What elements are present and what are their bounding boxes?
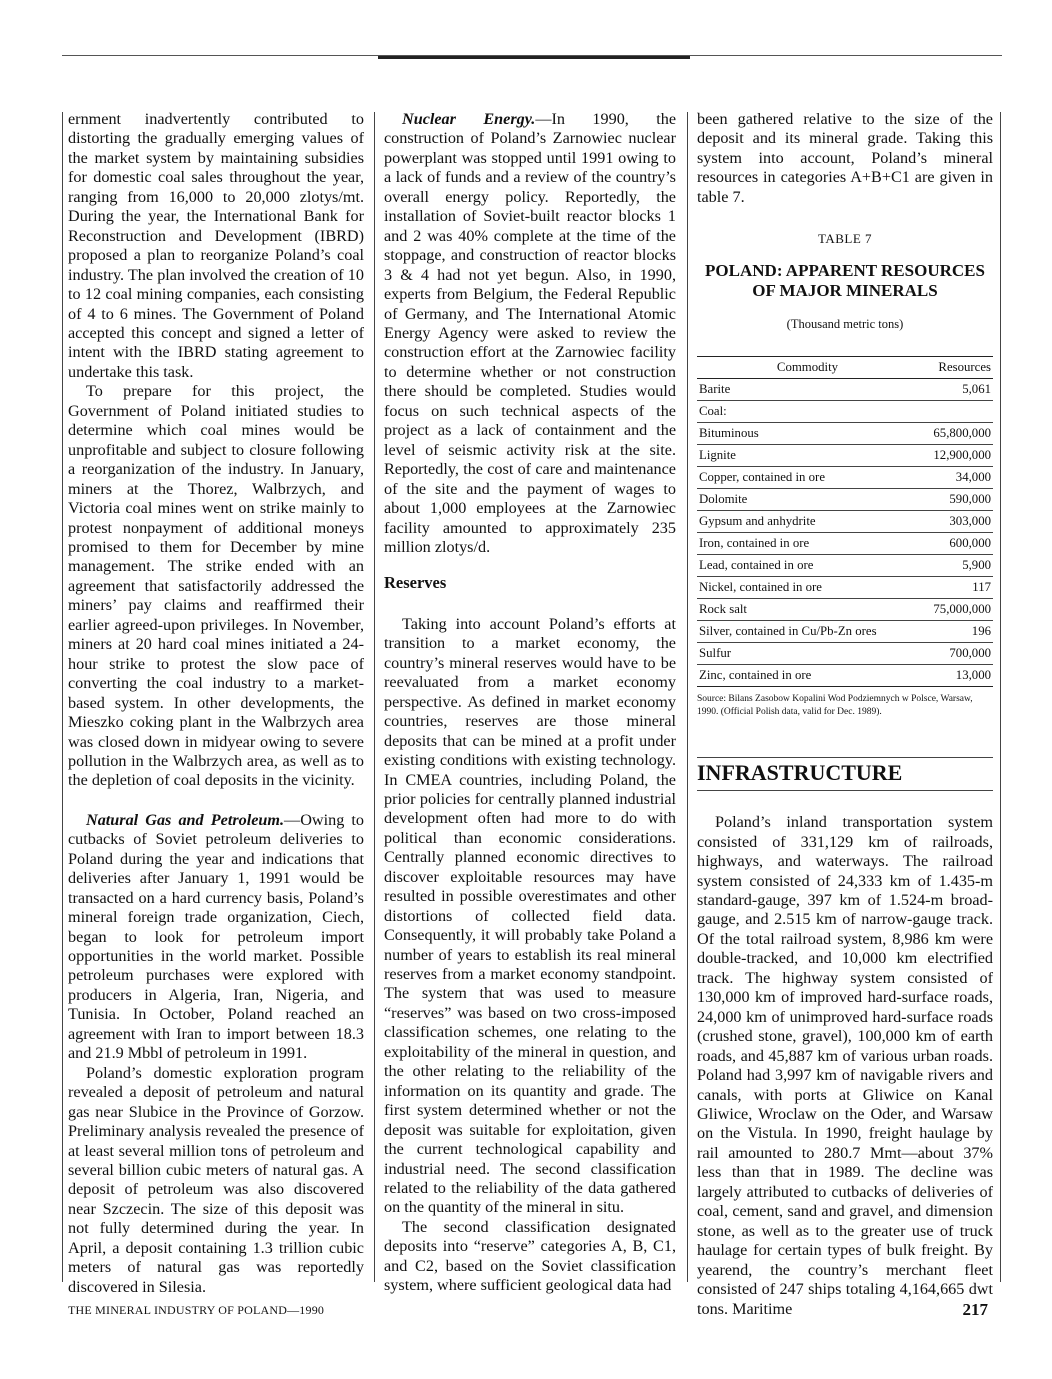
commodity-cell: Copper, contained in ore — [697, 467, 918, 489]
table-row — [697, 423, 993, 445]
table-row — [697, 555, 993, 577]
commodity-cell: Sulfur — [697, 643, 918, 665]
commodity-cell: Lead, contained in ore — [697, 555, 918, 577]
paragraph-body: —In 1990, the construction of Poland’s Zarnowiec nuclear powerplant was stopped until 1991 owing to a lack of funds and a review of the country’s overall energy policy. Reportedly, the installation of Soviet-built reactor blocks 1 and 2 was 40% complete at the time of the stoppage, and construction of reactor blocks 3 & 4 had not yet begun. Also, in 1990, experts from Belgium, the Federal Republic of Germany, and The International Atomic Energy Agency were asked to review the construction effort at the Zarnowiec facility to determine whether or not construction there should be completed. Studies would focus on such technical aspects of the project as a lack of containment and the level of seismic activity risk at the site. Reportedly, the cost of care and maintenance of the site and the payment of wages to about 1,000 employees at the Zarnowiec facility amounted to approximately 235 million zlotys/d. — [384, 110, 676, 556]
running-title: THE MINERAL INDUSTRY OF POLAND—1990 — [68, 1303, 325, 1317]
resources-cell: 590,000 — [918, 489, 993, 511]
table-row — [697, 643, 993, 665]
commodity-cell: Barite — [697, 379, 918, 401]
table-source: Source: Bilans Zasobow Kopalini Wod Podziemnych w Polsce, Warsaw, 1990. (Official Polish data, valid for Dec. 1989). — [697, 694, 973, 718]
resources-cell — [918, 401, 993, 423]
table-row — [697, 577, 993, 599]
column-header-commodity: Commodity — [697, 357, 918, 379]
paragraph: To prepare for this project, the Government of Poland initiated studies to determine which coal mines would be unprofitable and subject to closure following a reorganization of the industry. In January, miners at the Thorez, Walbrzych, and Victoria coal mines went on strike mainly to protest nonpayment of additional moneys promised to them for December by mine management. The strike ended with an agreement that satisfactorily addressed the miners’ pay claims and reaffirmed their earlier agreed-upon privileges. In November, miners at 20 hard coal mines initiated a 24-hour strike to protest the slow pace of converting the coal industry to a market-based system. In other developments, the Mieszko coking plant in the Walbrzych area was closed down in midyear owing to severe pollution in the Walbrzych area, as well as to the depletion of coal deposits in the vicinity. — [68, 382, 364, 790]
paragraph — [68, 811, 364, 1064]
commodity-cell: Rock salt — [697, 599, 918, 621]
paragraph: been gathered relative to the size of the deposit and its mineral grade. Taking this system into account, Poland’s mineral resources in categories A+B+C1 are given in table 7. — [697, 110, 993, 206]
table-row — [697, 467, 993, 489]
table-unit: (Thousand metric tons) — [786, 316, 904, 331]
commodity-cell: Bituminous — [697, 423, 918, 445]
run-in-heading: Nuclear Energy. — [402, 110, 536, 128]
column-header-resources: Resources — [918, 357, 993, 379]
resources-cell: 5,061 — [918, 379, 993, 401]
resources-cell: 13,000 — [918, 665, 993, 687]
column-rule-right — [1000, 112, 1001, 1282]
paragraph — [384, 110, 676, 557]
resources-cell: 65,800,000 — [918, 423, 993, 445]
commodity-cell: Dolomite — [697, 489, 918, 511]
table-number: TABLE 7 — [817, 231, 873, 247]
table-row — [697, 379, 993, 401]
column-rule-left — [62, 112, 63, 1282]
resources-cell: 75,000,000 — [918, 599, 993, 621]
column-rule-2 — [687, 112, 688, 1282]
commodity-cell: Iron, contained in ore — [697, 533, 918, 555]
paragraph: Taking into account Poland’s efforts at transition to a market economy, the country’s mineral reserves would have to be reevaluated from a market economy perspective. As defined in market economy countries, reserves are those mineral deposits that can be mined at a profit under existing conditions with existing technology. In CMEA countries, including Poland, the prior policies for centrally planned industrial development often had more to do with political than economic considerations. Centrally planned economic directives to discover exploitable resources may have resulted in possible overestimates and other distortions of collected field data. Consequently, it will probably take Poland a number of years to establish its real mineral reserves from a market economy standpoint. The system that was used to measure “reserves” was based on two cross-imposed classification schemes, one relating to the exploitability of the mineral in question, and the other relating to the reliability of the information on its quantity and grade. The first system determined whether or not the deposit was suitable for exploitation, given the current technological capability and industrial need. The second classification related to the reliability of the data gathered on the quantity of the mineral in situ. — [384, 614, 676, 1217]
resources-cell: 700,000 — [918, 643, 993, 665]
paragraph: Poland’s domestic exploration program revealed a deposit of petroleum and natural gas near Slubice in the Province of Gorzow. Preliminary analysis revealed the presence of at least several million tons of petroleum and several billion cubic meters of natural gas. A deposit of petroleum was also discovered near Szczecin. The size of this deposit was not fully determined during the year. In April, a deposit containing 1.3 trillion cubic meters of natural gas was reportedly discovered in Silesia. — [68, 1063, 364, 1296]
resources-cell: 5,900 — [918, 555, 993, 577]
table-row — [697, 533, 993, 555]
run-in-heading: Natural Gas and Petroleum. — [86, 810, 285, 829]
column-1 — [68, 110, 364, 1297]
section-heading-box — [697, 757, 993, 791]
table-row — [697, 511, 993, 533]
paragraph: The second classification designated deposits into “reserve” categories A, B, C1, and C2, based on the Soviet classification system, where sufficient geological data had — [384, 1217, 676, 1295]
table-row — [697, 621, 993, 643]
resources-cell: 600,000 — [918, 533, 993, 555]
column-rule-1 — [374, 112, 375, 1282]
resources-cell: 34,000 — [918, 467, 993, 489]
commodity-cell: Gypsum and anhydrite — [697, 511, 918, 533]
paragraph: ernment inadvertently contributed to distorting the gradually emerging values of the market system by maintaining subsidies for domestic coal sales throughout the year, ranging from 16,000 to 20,000 zlotys/mt. During the year, the International Bank for Reconstruction and Development (IBRD) proposed a plan to reorganize Poland’s coal industry. The plan involved the creation of 10 to 12 coal mining companies, each consisting of 4 to 6 mines. The Government of Poland accepted this concept and signed a letter of intent with the IBRD stating agreement to undertake this task. — [68, 110, 364, 381]
table-title: POLAND: APPARENT RESOURCES OF MAJOR MINERALS — [705, 260, 985, 300]
top-rule-bold — [378, 56, 690, 59]
resources-cell: 117 — [918, 577, 993, 599]
paragraph-body: —Owing to cutbacks of Soviet petroleum deliveries to Poland during the year and indications that deliveries after January 1, 1991 would be transacted on a hard currency basis, Poland’s mineral foreign trade organization, Ciech, began to look for petroleum import opportunities in the world market. Possible petroleum purchases were explored with producers in Algeria, Iran, Nigeria, and Tunisia. In October, Poland reached an agreement with Iran to import between 18.3 and 21.9 Mbbl of petroleum in 1991. — [68, 810, 364, 1063]
table-body — [697, 379, 993, 687]
resources-cell: 196 — [918, 621, 993, 643]
resources-table — [697, 356, 993, 687]
section-heading: Reserves — [384, 573, 447, 593]
table-row — [697, 489, 993, 511]
page-number: 217 — [962, 1300, 988, 1319]
table-row — [697, 445, 993, 467]
commodity-cell: Nickel, contained in ore — [697, 577, 918, 599]
resources-cell: 303,000 — [918, 511, 993, 533]
paragraph: Poland’s inland transportation system consisted of 331,129 km of railroads, highways, and waterways. The railroad system consisted of 24,333 km of 1.435-m standard-gauge, 397 km of 1.524-m broad-gauge, and 2.515 km of narrow-gauge track. Of the total railroad system, 8,986 km were double-tracked, and 10,000 km electrified track. The highway system consisted of 130,000 km of improved hard-surface roads, 24,000 km of unimproved hard-surface roads (crushed stone, gravel), 100,000 km of earth roads, and 45,887 km of various urban roads. Poland had 3,997 km of navigable rivers and canals, with ports at Gliwice on Kanal Gliwice, Wroclaw on the Oder, and Warsaw on the Vistula. In 1990, freight haulage by rail amounted to 280.7 Mmt—about 37% less than that in 1989. The decline was largely attributed to cutbacks of deliveries of coal, cement, sand and gravel, and dimension stone, as well as to the greater use of truck haulage for certain types of bulk freight. By yearend, the country’s merchant fleet consisted of 247 ships totaling 4,164,665 dwt tons. Maritime — [697, 813, 993, 1318]
table-row — [697, 599, 993, 621]
table-row — [697, 665, 993, 687]
commodity-cell: Lignite — [697, 445, 918, 467]
column-2 — [384, 110, 676, 1296]
table-row — [697, 401, 993, 423]
commodity-cell: Zinc, contained in ore — [697, 665, 918, 687]
column-3 — [697, 110, 993, 1319]
section-heading: INFRASTRUCTURE — [697, 760, 903, 786]
table-header-row — [697, 357, 993, 379]
resources-cell: 12,900,000 — [918, 445, 993, 467]
commodity-cell: Coal: — [697, 401, 918, 423]
commodity-cell: Silver, contained in Cu/Pb-Zn ores — [697, 621, 918, 643]
